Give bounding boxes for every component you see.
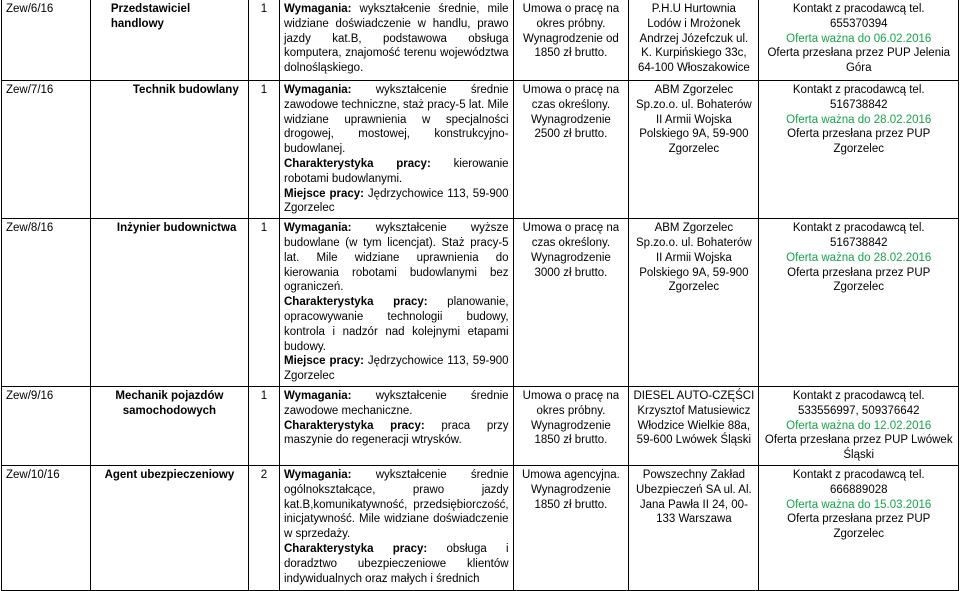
vacancy-count: 1	[248, 219, 279, 387]
req-text: wykształcenie średnie zawodowe techniczne, staż pracy-5 lat. Mile widziane uprawnienia w specjalności drogowej, mostowej, konstrukcyjno-budowlanej.	[283, 84, 509, 156]
req-text: praca przy maszynie do regeneracji wtrysków.	[283, 419, 509, 447]
requirements-cell	[279, 219, 513, 387]
requirements-cell	[279, 81, 513, 219]
employer: P.H.U Hurtownia Lodów i Mrożonek Andrzej Józefczuk ul. K. Kurpińskiego 33c, 64-100 Włoszakowice	[629, 0, 759, 81]
vacancy-count: 2	[248, 465, 279, 590]
offer-valid-until: Oferta ważna do 06.02.2016	[786, 32, 932, 45]
req-text: planowanie, opracowywanie technologii budowy, kontrola i nadzór nad kolejnymi etapami budowy.	[283, 296, 509, 353]
offer-id: Zew/9/16	[2, 386, 91, 465]
req-text: Jędrzychowice 113, 59-900 Zgorzelec	[283, 355, 509, 383]
position-title: Technik budowlany	[90, 81, 248, 219]
vacancy-count: 1	[248, 386, 279, 465]
offer-id: Zew/10/16	[2, 465, 91, 590]
table-row	[2, 0, 959, 81]
requirements-cell	[279, 0, 513, 81]
req-text: obsługa i doradztwo ubezpieczeniowe klientów indywidualnych oraz małych i średnich	[283, 542, 509, 585]
vacancy-count: 1	[248, 81, 279, 219]
req-text: wykształcenie wyższe budowlane (w tym licencjat). Staż pracy-5 lat. Mile widziane uprawnienia do kierowania robotami budowlanymi bez ograniczeń.	[283, 222, 509, 294]
req-label: Miejsce pracy:	[283, 187, 364, 200]
req-label: Wymagania:	[283, 389, 352, 402]
employer: ABM Zgorzelec Sp.zo.o. ul. Bohaterów II Armii Wojska Polskiego 9A, 59-900 Zgorzelec	[629, 81, 759, 219]
conditions: Umowa o pracę na okres próbny. Wynagrodzenie od 1850 zł brutto.	[513, 0, 629, 81]
contact-cell	[759, 219, 959, 387]
offer-valid-until: Oferta ważna do 28.02.2016	[786, 113, 932, 126]
conditions: Umowa o pracę na czas określony. Wynagrodzenie 2500 zł brutto.	[513, 81, 629, 219]
table-row	[2, 219, 959, 387]
offer-source: Oferta przesłana przez PUP Zgorzelec	[787, 266, 931, 294]
req-text: wykształcenie średnie zawodowe mechaniczne.	[283, 389, 509, 417]
req-label: Charakterystyka pracy:	[283, 542, 428, 555]
vacancy-count: 1	[248, 0, 279, 81]
req-text: wykształcenie średnie, mile widziane doświadczenie w handlu, prawo jazdy kat.B, podstawowa obsługa komputera, znajomość terenu województwa dolnośląskiego.	[283, 3, 509, 75]
req-label: Charakterystyka pracy:	[283, 296, 428, 309]
table-row	[2, 81, 959, 219]
employer: DIESEL AUTO-CZĘŚCI Krzysztof Matusiewicz Włodzice Wielkie 88a, 59-600 Lwówek Śląski	[629, 386, 759, 465]
table-row	[2, 386, 959, 465]
req-label: Charakterystyka pracy:	[283, 157, 431, 170]
requirements-cell	[279, 386, 513, 465]
req-label: Wymagania:	[283, 3, 352, 15]
contact-phone: Kontakt z pracodawcą tel. 666889028	[792, 468, 925, 496]
contact-cell	[759, 81, 959, 219]
contact-phone: Kontakt z pracodawcą tel. 516738842	[792, 222, 925, 249]
contact-cell	[759, 465, 959, 590]
job-offers-table	[1, 0, 959, 591]
offer-valid-until: Oferta ważna do 28.02.2016	[786, 251, 932, 264]
conditions: Umowa o pracę na czas określony. Wynagrodzenie 3000 zł brutto.	[513, 219, 629, 387]
contact-phone: Kontakt z pracodawcą tel. 533556997, 509376642	[792, 389, 925, 417]
req-label: Charakterystyka pracy:	[283, 419, 425, 432]
offer-source: Oferta przesłana przez PUP Lwówek Śląski	[764, 434, 953, 462]
offer-id: Zew/6/16	[2, 0, 91, 81]
offer-id: Zew/8/16	[2, 219, 91, 387]
employer: Powszechny Zakład Ubezpieczeń SA ul. Al. Jana Pawła II 24, 00-133 Warszawa	[629, 465, 759, 590]
contact-cell	[759, 386, 959, 465]
position-title: Agent ubezpieczeniowy	[90, 465, 248, 590]
req-label: Wymagania:	[283, 222, 352, 235]
req-label: Wymagania:	[283, 468, 352, 481]
req-text: wykształcenie średnie ogólnokształcące, prawo jazdy kat.B,komunikatywność, przedsiębiorczość, inicjatywność. Mile widziane doświadczenie w sprzedaży.	[283, 468, 509, 541]
req-label: Wymagania:	[283, 84, 352, 96]
req-label: Miejsce pracy:	[283, 355, 364, 368]
offer-valid-until: Oferta ważna do 15.03.2016	[786, 498, 932, 511]
offer-source: Oferta przesłana przez PUP Zgorzelec	[787, 513, 931, 541]
contact-phone: Kontakt z pracodawcą tel. 516738842	[792, 84, 925, 111]
table-row	[2, 465, 959, 590]
employer: ABM Zgorzelec Sp.zo.o. ul. Bohaterów II Armii Wojska Polskiego 9A, 59-900 Zgorzelec	[629, 219, 759, 387]
position-title: Inżynier budownictwa	[90, 219, 248, 387]
position-title: Mechanik pojazdów samochodowych	[90, 386, 248, 465]
offer-id: Zew/7/16	[2, 81, 91, 219]
position-title: Przedstawiciel handlowy	[90, 0, 248, 81]
offer-source: Oferta przesłana przez PUP Jelenia Góra	[767, 47, 951, 75]
conditions: Umowa o pracę na okres próbny. Wynagrodzenie 1850 zł brutto.	[513, 386, 629, 465]
offer-valid-until: Oferta ważna do 12.02.2016	[786, 419, 932, 432]
contact-phone: Kontakt z pracodawcą tel. 655370394	[792, 3, 925, 30]
requirements-cell	[279, 465, 513, 590]
contact-cell	[759, 0, 959, 81]
req-text: Jędrzychowice 113, 59-900 Zgorzelec	[283, 187, 509, 215]
conditions: Umowa agencyjna. Wynagrodzenie 1850 zł brutto.	[513, 465, 629, 590]
req-text: kierowanie robotami budowlanymi.	[283, 157, 509, 185]
offer-source: Oferta przesłana przez PUP Zgorzelec	[787, 128, 931, 156]
